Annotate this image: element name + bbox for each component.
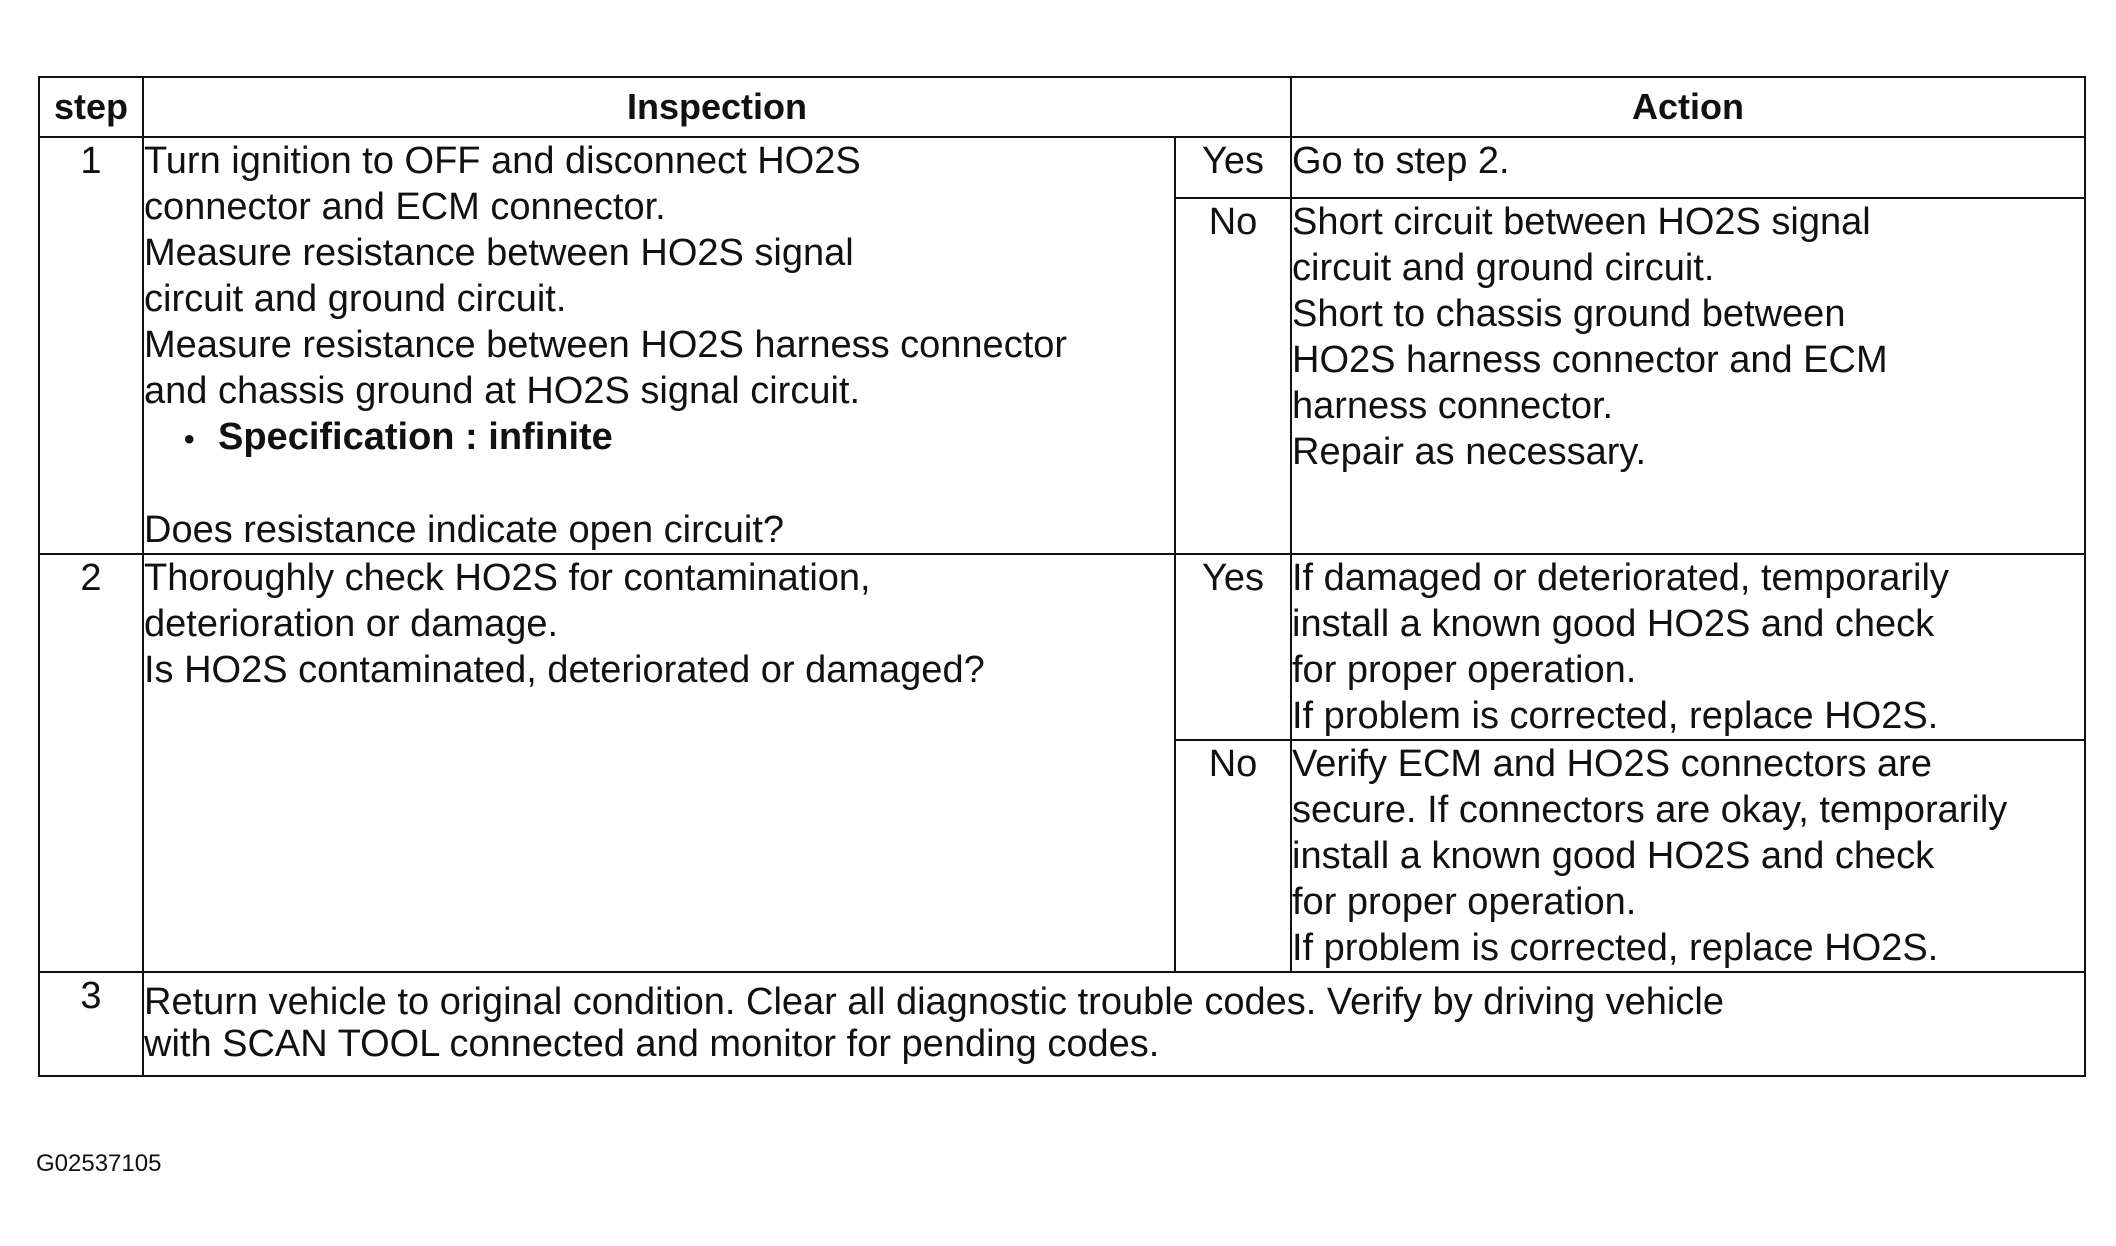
action-line: harness connector. (1292, 385, 1614, 428)
action-line: Short to chassis ground between (1292, 293, 1846, 336)
step-2-no-label: No (1175, 740, 1291, 972)
step-3-number: 3 (39, 972, 143, 1076)
inspection-line: Measure resistance between HO2S harness connector (144, 324, 1068, 366)
action-line: for proper operation. (1292, 649, 1637, 691)
spacer (144, 463, 1174, 507)
action-line: Go to step 2. (1292, 140, 1510, 182)
figure-code: G02537105 (36, 1150, 162, 1177)
step-1-yes-label: Yes (1175, 137, 1291, 198)
step-3-row (39, 972, 2085, 1076)
step-2-yes-row (39, 554, 2085, 740)
action-line: Short circuit between HO2S signal (1292, 201, 1871, 244)
specification-text: Specification : infinite (218, 416, 613, 458)
inspection-line: Thoroughly check HO2S for contamination, (144, 557, 871, 599)
action-line: If damaged or deteriorated, temporarily (1292, 557, 1949, 599)
inspection-line: Turn ignition to OFF and disconnect HO2S (144, 140, 861, 182)
inspection-line: circuit and ground circuit. (144, 278, 567, 320)
step-2-yes-action (1291, 554, 2085, 740)
header-action: Action (1291, 77, 2085, 137)
step-3-line: Return vehicle to original condition. Clear all diagnostic trouble codes. Verify by driving vehicle (144, 981, 1724, 1023)
action-line: install a known good HO2S and check (1292, 835, 1935, 877)
inspection-line: connector and ECM connector. (144, 186, 666, 228)
action-line: HO2S harness connector and ECM (1292, 339, 1888, 382)
action-line: Verify ECM and HO2S connectors are (1292, 743, 1932, 785)
action-line: for proper operation. (1292, 881, 1637, 923)
step-3-text (143, 972, 2085, 1076)
inspection-question: Does resistance indicate open circuit? (144, 509, 785, 551)
action-line: If problem is corrected, replace HO2S. (1292, 695, 1939, 737)
action-line: Repair as necessary. (1292, 431, 1647, 474)
inspection-line: deterioration or damage. (144, 603, 559, 645)
step-2-number: 2 (39, 554, 143, 972)
step-1-yes-row (39, 137, 2085, 198)
header-step: step (39, 77, 143, 137)
step-1-no-label: No (1175, 198, 1291, 554)
inspection-line: and chassis ground at HO2S signal circuit. (144, 370, 861, 412)
step-1-number: 1 (39, 137, 143, 554)
action-line: secure. If connectors are okay, temporarily (1292, 789, 2008, 831)
bullet-icon: • (184, 423, 195, 456)
step-2-yes-label: Yes (1175, 554, 1291, 740)
action-line: install a known good HO2S and check (1292, 603, 1935, 645)
step-2-no-action (1291, 740, 2085, 972)
step-2-inspection (143, 554, 1175, 972)
step-3-line: with SCAN TOOL connected and monitor for pending codes. (144, 1023, 1160, 1065)
step-1-yes-action (1291, 137, 2085, 198)
header-inspection: Inspection (143, 77, 1291, 137)
action-line: circuit and ground circuit. (1292, 247, 1715, 290)
inspection-line: Is HO2S contaminated, deteriorated or damaged? (144, 649, 985, 691)
step-1-no-action (1291, 198, 2085, 554)
inspection-line: Measure resistance between HO2S signal (144, 232, 854, 274)
action-line: If problem is corrected, replace HO2S. (1292, 927, 1939, 969)
header-row (39, 77, 2085, 137)
diagnostic-table (38, 76, 2086, 1077)
step-1-inspection (143, 137, 1175, 554)
specification (144, 414, 1174, 463)
